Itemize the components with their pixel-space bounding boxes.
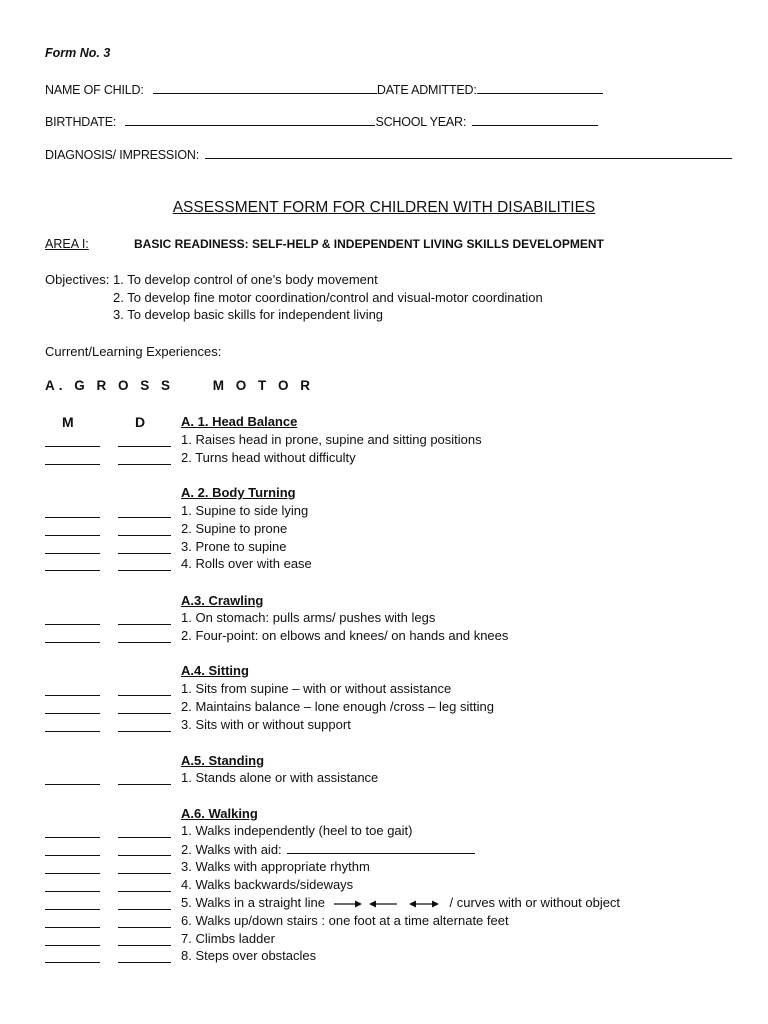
d-score-field[interactable]	[118, 825, 171, 838]
form-number: Form No. 3	[45, 46, 111, 60]
skill-item: 2. Four-point: on elbows and knees/ on hands and knees	[181, 628, 509, 643]
d-score-field[interactable]	[118, 558, 171, 571]
skill-item: 2. Maintains balance – lone enough /cross – leg sitting	[181, 699, 494, 714]
arrow-right-icon	[333, 899, 363, 909]
skill-item: 4. Rolls over with ease	[181, 556, 312, 571]
current-experiences-label: Current/Learning Experiences:	[45, 344, 222, 359]
m-score-field[interactable]	[45, 933, 100, 946]
m-score-field[interactable]	[45, 772, 100, 785]
subsection-heading: A.4. Sitting	[181, 663, 249, 678]
skill-item: 7. Climbs ladder	[181, 931, 275, 946]
arrow-both-icon	[408, 899, 440, 909]
m-score-field[interactable]	[45, 897, 100, 910]
name-row	[45, 81, 603, 97]
d-score-field[interactable]	[118, 612, 171, 625]
m-score-field[interactable]	[45, 701, 100, 714]
skill-item: 1. Raises head in prone, supine and sitting positions	[181, 432, 482, 447]
m-score-field[interactable]	[45, 434, 100, 447]
school-year-label: SCHOOL YEAR:	[375, 115, 467, 129]
m-score-field[interactable]	[45, 825, 100, 838]
skill-item: 1. On stomach: pulls arms/ pushes with legs	[181, 610, 436, 625]
aid-field[interactable]	[287, 841, 475, 854]
name-of-child-field[interactable]	[153, 81, 377, 94]
objective-item: 3. To develop basic skills for independent living	[113, 307, 384, 322]
d-score-field[interactable]	[118, 915, 171, 928]
subsection-heading: A. 1. Head Balance	[181, 414, 298, 429]
area-description: BASIC READINESS: SELF-HELP & INDEPENDENT LIVING SKILLS DEVELOPMENT	[134, 237, 604, 251]
d-score-field[interactable]	[118, 843, 171, 856]
skill-item-label: 5. Walks in a straight line	[181, 895, 326, 910]
skill-item: 8. Steps over obstacles	[181, 948, 317, 963]
date-admitted-label: DATE ADMITTED:	[376, 83, 477, 97]
area-label: AREA I:	[45, 237, 89, 251]
diagnosis-field[interactable]	[205, 146, 732, 159]
objective-item: 1. To develop control of one’s body movement	[113, 272, 378, 287]
m-score-field[interactable]	[45, 879, 100, 892]
subsection-heading: A. 2. Body Turning	[181, 485, 296, 500]
subsection-heading: A.6. Walking	[181, 806, 258, 821]
d-score-field[interactable]	[118, 950, 171, 963]
birthdate-field[interactable]	[125, 113, 375, 126]
skill-item: 2. Turns head without difficulty	[181, 450, 356, 465]
skill-item-straight-line	[181, 895, 620, 910]
d-score-field[interactable]	[118, 861, 171, 874]
d-score-field[interactable]	[118, 897, 171, 910]
m-score-field[interactable]	[45, 523, 100, 536]
m-score-field[interactable]	[45, 505, 100, 518]
birthdate-row	[45, 113, 598, 129]
subsection-heading: A.5. Standing	[181, 753, 265, 768]
skill-item: 3. Sits with or without support	[181, 717, 351, 732]
skill-item: 1. Walks independently (heel to toe gait)	[181, 823, 413, 838]
skill-item: 2. Supine to prone	[181, 521, 288, 536]
d-score-field[interactable]	[118, 719, 171, 732]
d-score-field[interactable]	[118, 701, 171, 714]
skill-item: 1. Supine to side lying	[181, 503, 309, 518]
skill-item-label: 2. Walks with aid:	[181, 842, 282, 857]
skill-item: 1. Stands alone or with assistance	[181, 770, 379, 785]
arrow-left-icon	[368, 899, 398, 909]
walking-line-suffix: / curves with or without object	[449, 895, 621, 910]
d-score-field[interactable]	[118, 772, 171, 785]
skill-item: 6. Walks up/down stairs : one foot at a time alternate feet	[181, 913, 509, 928]
skill-item: 3. Walks with appropriate rhythm	[181, 859, 370, 874]
m-score-field[interactable]	[45, 541, 100, 554]
form-title: ASSESSMENT FORM FOR CHILDREN WITH DISABILITIES	[172, 199, 596, 216]
diagnosis-row	[45, 146, 732, 162]
d-score-field[interactable]	[118, 683, 171, 696]
diagnosis-label: DIAGNOSIS/ IMPRESSION:	[45, 148, 199, 162]
objectives-label: Objectives:	[45, 272, 110, 287]
m-score-field[interactable]	[45, 843, 100, 856]
d-score-field[interactable]	[118, 505, 171, 518]
m-score-field[interactable]	[45, 915, 100, 928]
date-admitted-field[interactable]	[477, 81, 603, 94]
m-score-field[interactable]	[45, 612, 100, 625]
d-score-field[interactable]	[118, 452, 171, 465]
d-score-field[interactable]	[118, 933, 171, 946]
d-score-field[interactable]	[118, 879, 171, 892]
skill-item: 3. Prone to supine	[181, 539, 287, 554]
d-score-field[interactable]	[118, 630, 171, 643]
subsection-heading: A.3. Crawling	[181, 593, 264, 608]
m-score-field[interactable]	[45, 683, 100, 696]
m-score-field[interactable]	[45, 558, 100, 571]
objective-item: 2. To develop fine motor coordination/control and visual-motor coordination	[113, 290, 543, 305]
d-score-field[interactable]	[118, 523, 171, 536]
column-m-header: M	[62, 414, 74, 430]
school-year-field[interactable]	[472, 113, 598, 126]
birthdate-label: BIRTHDATE:	[45, 115, 117, 129]
skill-item: 1. Sits from supine – with or without assistance	[181, 681, 452, 696]
skill-item: 4. Walks backwards/sideways	[181, 877, 354, 892]
d-score-field[interactable]	[118, 541, 171, 554]
m-score-field[interactable]	[45, 861, 100, 874]
m-score-field[interactable]	[45, 950, 100, 963]
m-score-field[interactable]	[45, 452, 100, 465]
m-score-field[interactable]	[45, 719, 100, 732]
section-title: A. G R O S S M O T O R	[45, 378, 315, 393]
name-of-child-label: NAME OF CHILD:	[45, 83, 144, 97]
m-score-field[interactable]	[45, 630, 100, 643]
skill-item-with-aid	[181, 841, 475, 857]
column-d-header: D	[135, 414, 146, 430]
d-score-field[interactable]	[118, 434, 171, 447]
